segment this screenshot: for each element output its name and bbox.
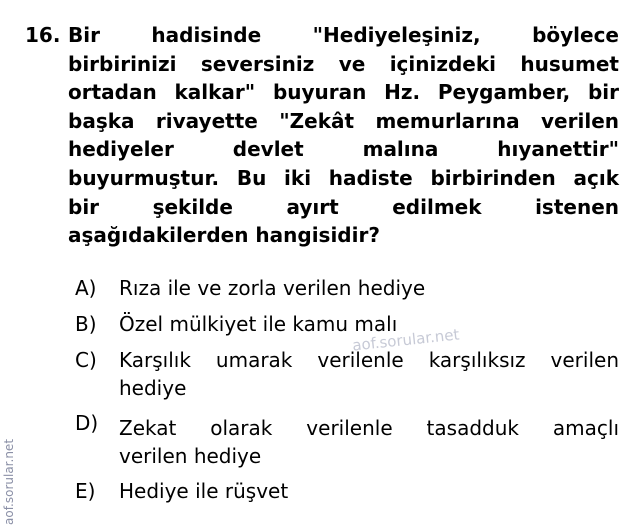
option-letter: B)	[75, 312, 97, 336]
option-letter: C)	[75, 348, 97, 372]
option-line: Zekat olarak verilenle tasadduk amaçlı	[119, 416, 619, 440]
question-line: birbirinizi seversiniz ve içinizdeki husumet	[68, 51, 619, 76]
question-line: buyurmuştur. Bu iki hadiste birbirinden açık	[68, 165, 619, 190]
option-line: Karşılık umarak verilenle karşılıksız verilen	[119, 348, 619, 372]
side-watermark: aof.sorular.net	[2, 438, 16, 525]
option-line: Rıza ile ve zorla verilen hediye	[119, 276, 426, 300]
question-number: 16.	[25, 23, 61, 47]
option-letter: E)	[75, 479, 96, 503]
question-line: başka rivayette "Zekât memurlarına verilen	[68, 108, 619, 133]
question-line: ortadan kalkar" buyuran Hz. Peygamber, bir	[68, 80, 619, 105]
option-text	[119, 346, 619, 402]
option-letter: A)	[75, 276, 97, 300]
question-line: aşağıdakilerden hangisidir?	[68, 223, 380, 248]
option-line: hediye	[119, 376, 187, 400]
question-stem	[68, 21, 619, 250]
center-watermark: aof.sorular.net	[351, 325, 461, 355]
option-letter: D)	[75, 411, 99, 435]
option-text	[119, 477, 619, 505]
option-line: Hediye ile rüşvet	[119, 479, 289, 503]
question-line: hediyeler devlet malına hıyanettir"	[68, 137, 619, 162]
question-line: bir şekilde ayırt edilmek istenen	[68, 194, 619, 219]
option-line: verilen hediye	[119, 444, 262, 468]
option-text	[119, 414, 619, 470]
question-line: Bir hadisinde "Hediyeleşiniz, böylece	[68, 23, 619, 47]
option-text	[119, 274, 619, 302]
option-line: Özel mülkiyet ile kamu malı	[119, 312, 398, 336]
